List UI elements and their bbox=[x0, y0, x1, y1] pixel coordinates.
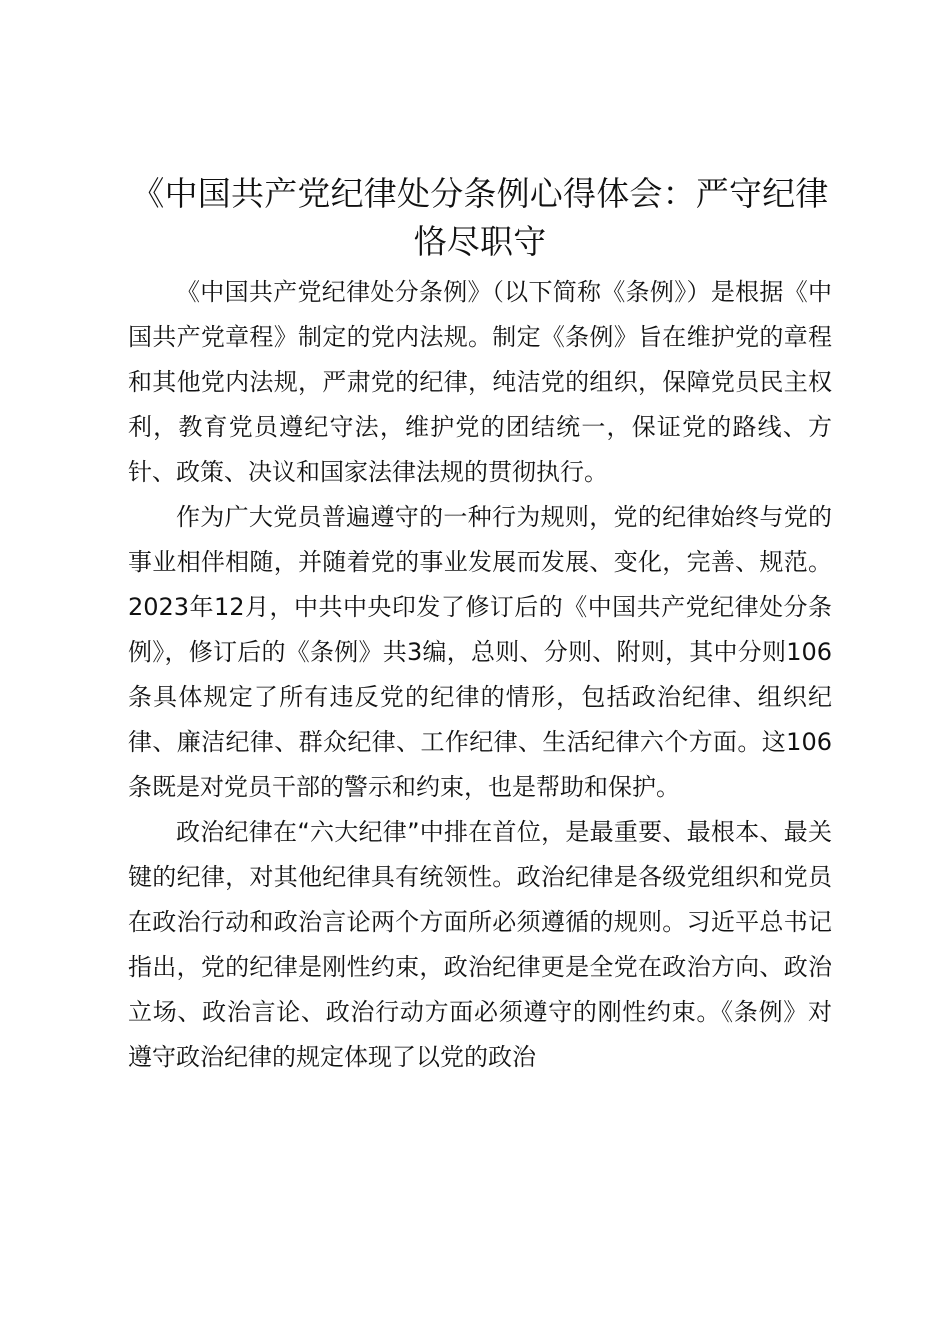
document-paragraph-2: 作为广大党员普遍遵守的一种行为规则，党的纪律始终与党的事业相伴相随，并随着党的事业发展而发展、变化，完善、规范。2023年12月，中共中央印发了修订后的《中国共产党纪律处分条例》，修订后的《条例》共3编，总则、分则、附则，其中分则106条具体规定了所有违反党的纪律的情形，包括政治纪律、组织纪律、廉洁纪律、群众纪律、工作纪律、生活纪律六个方面。这106条既是对党员干部的警示和约束，也是帮助和保护。 bbox=[128, 503, 832, 801]
document-title: 《中国共产党纪律处分条例心得体会：严守纪律恪尽职守 bbox=[131, 174, 829, 261]
document-paragraph-3: 政治纪律在“六大纪律”中排在首位，是最重要、最根本、最关键的纪律，对其他纪律具有统领性。政治纪律是各级党组织和党员在政治行动和政治言论两个方面所必须遵循的规则。习近平总书记指出，党的纪律是刚性约束，政治纪律更是全党在政治方向、政治立场、政治言论、政治行动方面必须遵守的刚性约束。《条例》对遵守政治纪律的规定体现了以党的政治 bbox=[128, 818, 832, 1071]
document-paragraph-1: 《中国共产党纪律处分条例》（以下简称《条例》）是根据《中国共产党章程》制定的党内法规。制定《条例》旨在维护党的章程和其他党内法规，严肃党的纪律，纯洁党的组织，保障党员民主权利，教育党员遵纪守法，维护党的团结统一，保证党的路线、方针、政策、决议和国家法律法规的贯彻执行。 bbox=[128, 278, 832, 486]
document-content bbox=[128, 170, 832, 1080]
